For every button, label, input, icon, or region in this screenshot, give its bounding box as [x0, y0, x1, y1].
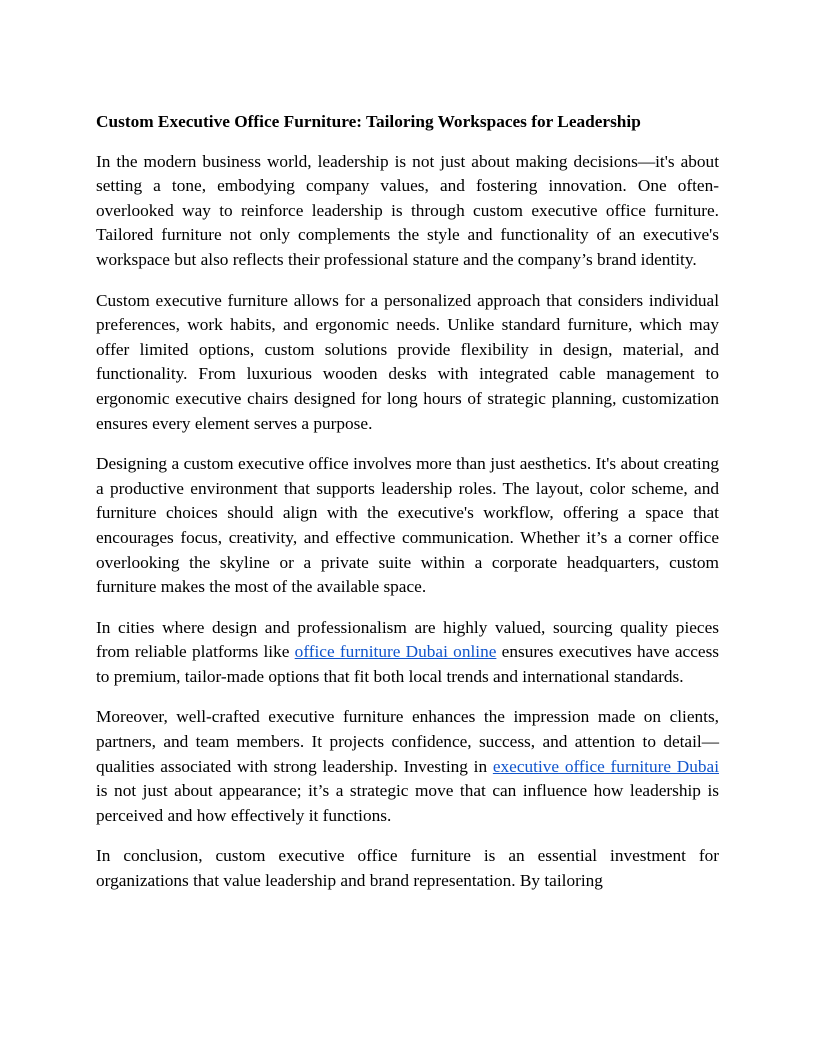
- document-body: [96, 110, 719, 894]
- paragraph-3: Designing a custom executive office involves more than just aesthetics. It's about creating a productive environment that supports leadership roles. The layout, color scheme, and furniture choices should align with the executive's workflow, offering a space that encourages focus, creativity, and effective communication. Whether it’s a corner office overlooking the skyline or a private suite within a corporate headquarters, custom furniture makes the most of the available space.: [96, 454, 719, 597]
- paragraph-4-text-before: In cities where design and professionalism are highly valued, sourcing quality pieces from reliable platforms like: [96, 617, 719, 662]
- paragraph-4: [96, 616, 719, 690]
- paragraph-5-text-before: Moreover, well-crafted executive furniture enhances the impression made on clients, partners, and team members. It projects confidence, success, and attention to detail—qualities associated with strong leadership. Investing in: [96, 707, 719, 776]
- document-title: Custom Executive Office Furniture: Tailoring Workspaces for Leadership: [96, 112, 641, 131]
- paragraph-1: In the modern business world, leadership is not just about making decisions—it's about setting a tone, embodying company values, and fostering innovation. One often-overlooked way to reinforce leadership is through custom executive office furniture. Tailored furniture not only complements the style and functionality of an executive's workspace but also reflects their professional stature and the company’s brand identity.: [96, 151, 719, 269]
- paragraph-4-text-after: ensures executives have access to premium, tailor-made options that fit both local trends and international standards.: [96, 642, 720, 686]
- executive-office-furniture-dubai-link[interactable]: executive office furniture Dubai: [492, 756, 719, 776]
- paragraph-5: [96, 705, 719, 828]
- office-furniture-dubai-online-link[interactable]: office furniture Dubai online: [294, 642, 497, 662]
- paragraph-6: In conclusion, custom executive office furniture is an essential investment for organizations that value leadership and brand representation. By tailoring: [96, 846, 719, 891]
- paragraph-2: Custom executive furniture allows for a personalized approach that considers individual preferences, work habits, and ergonomic needs. Unlike standard furniture, which may offer limited options, custom solutions provide flexibility in design, material, and functionality. From luxurious wooden desks with integrated cable management to ergonomic executive chairs designed for long hours of strategic planning, customization ensures every element serves a purpose.: [96, 290, 719, 433]
- paragraph-5-text-after: is not just about appearance; it’s a strategic move that can influence how leadership is perceived and how effectively it functions.: [96, 781, 719, 825]
